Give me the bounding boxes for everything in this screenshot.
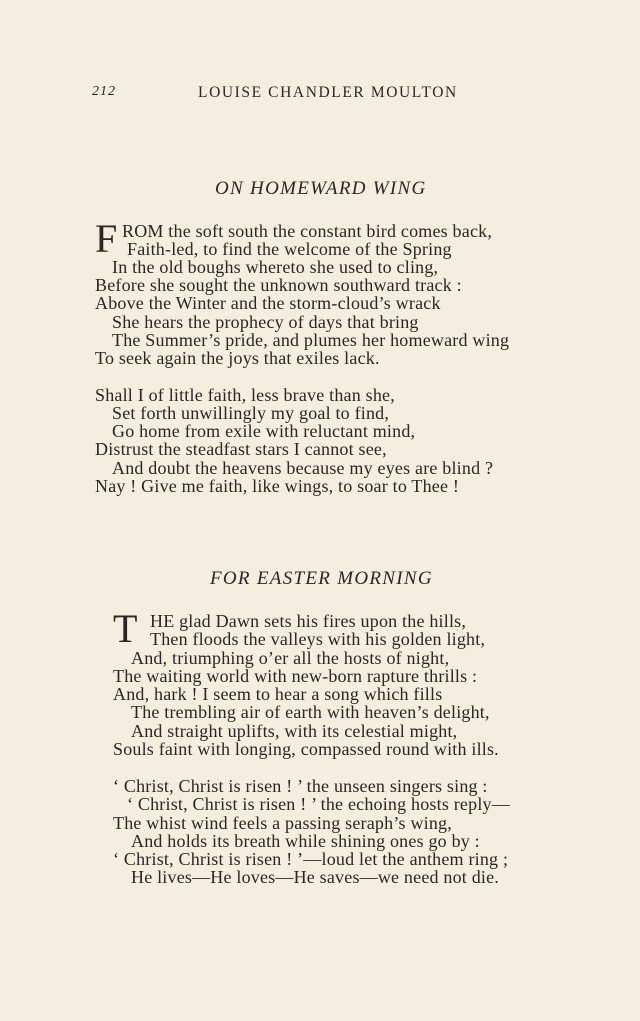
- poem-line: Shall I of little faith, less brave than she,: [95, 385, 395, 405]
- drop-cap: F: [95, 216, 118, 261]
- poem-line: Set forth unwillingly my goal to find,: [112, 403, 390, 423]
- poem-line: In the old boughs whereto she used to cling,: [112, 257, 439, 277]
- poem-line: Nay ! Give me faith, like wings, to soar to Thee !: [95, 476, 460, 496]
- poem-line: Souls faint with longing, compassed round with ills.: [113, 739, 499, 759]
- poem-line: And, triumphing o’er all the hosts of night,: [131, 648, 450, 668]
- poem-line: HE glad Dawn sets his fires upon the hills,: [150, 611, 467, 631]
- poem-line: ‘ Christ, Christ is risen ! ’ the unseen singers sing :: [113, 776, 488, 796]
- poem-title-homeward-wing: ON HOMEWARD WING: [215, 178, 427, 199]
- poem-line: She hears the prophecy of days that bring: [112, 312, 419, 332]
- poem-line: Go home from exile with reluctant mind,: [112, 421, 416, 441]
- poem-line: ‘ Christ, Christ is risen ! ’—loud let the anthem ring ;: [113, 849, 509, 869]
- poem-line: Distrust the steadfast stars I cannot see,: [95, 439, 387, 459]
- drop-cap: T: [113, 606, 138, 651]
- poem-line: The trembling air of earth with heaven’s delight,: [131, 702, 490, 722]
- poem-line: Then floods the valleys with his golden light,: [150, 629, 486, 649]
- running-header: [0, 84, 640, 104]
- poem-line: Before she sought the unknown southward track :: [95, 275, 462, 295]
- poem-title-easter-morning: FOR EASTER MORNING: [210, 568, 433, 589]
- page-number: 212: [92, 84, 116, 99]
- poem-line: Above the Winter and the storm-cloud’s wrack: [95, 293, 441, 313]
- author-name: LOUISE CHANDLER MOULTON: [198, 84, 458, 101]
- poem-line: And, hark ! I seem to hear a song which fills: [113, 684, 443, 704]
- poem-line: Faith-led, to find the welcome of the Spring: [127, 239, 452, 259]
- poem-line: He lives—He loves—He saves—we need not die.: [131, 867, 500, 887]
- poem-line: ‘ Christ, Christ is risen ! ’ the echoing hosts reply—: [127, 794, 510, 814]
- poem-line: The waiting world with new-born rapture thrills :: [113, 666, 478, 686]
- poem-line: And holds its breath while shining ones go by :: [131, 831, 480, 851]
- poem-line: And doubt the heavens because my eyes are blind ?: [112, 458, 494, 478]
- poem-line: The Summer’s pride, and plumes her homeward wing: [112, 330, 510, 350]
- poem-line: ROM the soft south the constant bird comes back,: [122, 221, 493, 241]
- poem-line: The whist wind feels a passing seraph’s wing,: [113, 813, 452, 833]
- poem-line: To seek again the joys that exiles lack.: [95, 348, 380, 368]
- poem-line: And straight uplifts, with its celestial might,: [131, 721, 458, 741]
